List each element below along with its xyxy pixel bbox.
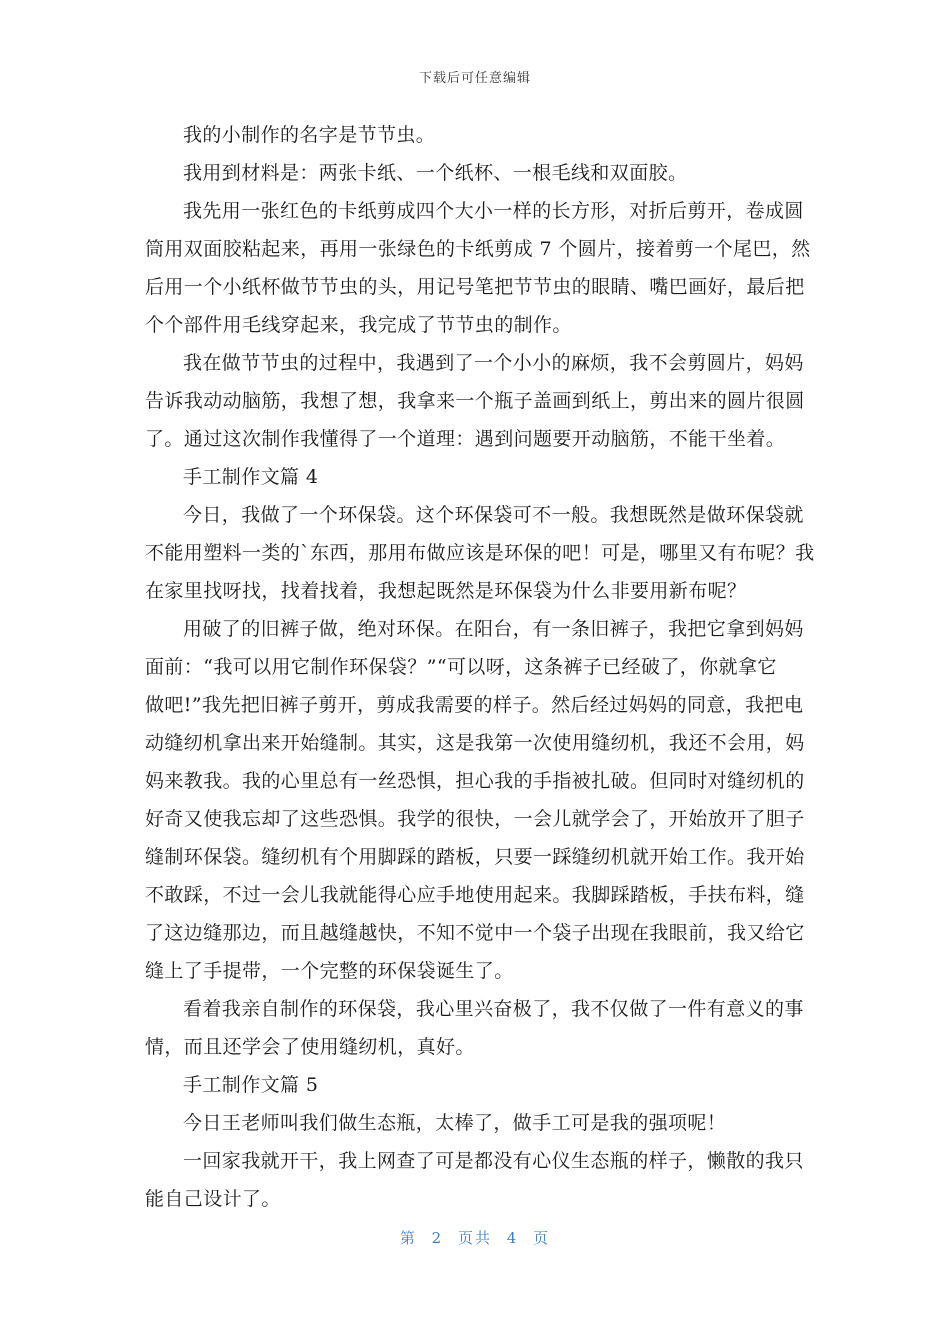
text-line: 了。通过这次制作我懂得了一个道理：遇到问题要开动脑筋，不能干坐着。 xyxy=(145,428,786,450)
text-line: 手工制作文篇 4 xyxy=(183,466,319,488)
text-line: 一回家我就开干，我上网查了可是都没有心仪生态瓶的样子，懒散的我只 xyxy=(183,1150,804,1172)
text-line: 手工制作文篇 5 xyxy=(183,1074,319,1096)
text-line: 能自己设计了。 xyxy=(145,1188,281,1210)
text-line: 做吧!”我先把旧裤子剪开，剪成我需要的样子。然后经过妈妈的同意，我把电 xyxy=(145,694,804,716)
text-line: 了这边缝那边，而且越缝越快，不知不觉中一个袋子出现在我眼前，我又给它 xyxy=(145,922,805,944)
text-line: 看着我亲自制作的环保袋，我心里兴奋极了，我不仅做了一件有意义的事 xyxy=(183,998,804,1020)
text-line: 情，而且还学会了使用缝纫机，真好。 xyxy=(145,1036,475,1058)
text-line: 动缝纫机拿出来开始缝制。其实，这是我第一次使用缝纫机，我还不会用，妈 xyxy=(145,732,805,754)
text-line: 我用到材料是：两张卡纸、一个纸杯、一根毛线和双面胶。 xyxy=(183,162,688,184)
text-line: 我的小制作的名字是节节虫。 xyxy=(183,124,436,146)
text-line: 今日，我做了一个环保袋。这个环保袋可不一般。我想既然是做环保袋就 xyxy=(183,504,804,526)
text-line: 后用一个小纸杯做节节虫的头，用记号笔把节节虫的眼睛、嘴巴画好，最后把 xyxy=(145,276,805,298)
text-line: 个个部件用毛线穿起来，我完成了节节虫的制作。 xyxy=(145,314,572,336)
text-line: 我先用一张红色的卡纸剪成四个大小一样的长方形，对折后剪开，卷成圆 xyxy=(183,200,804,222)
text-line: 面前：“我可以用它制作环保袋？”“可以呀，这条裤子已经破了，你就拿它 xyxy=(145,656,777,678)
text-line: 妈来教我。我的心里总有一丝恐惧，担心我的手指被扎破。但同时对缝纫机的 xyxy=(145,770,805,792)
text-line: 我在做节节虫的过程中，我遇到了一个小小的麻烦，我不会剪圆片，妈妈 xyxy=(183,352,804,374)
text-line: 缝制环保袋。缝纫机有个用脚踩的踏板，只要一踩缝纫机就开始工作。我开始 xyxy=(145,846,805,868)
text-line: 筒用双面胶粘起来，再用一张绿色的卡纸剪成 7 个圆片，接着剪一个尾巴，然 xyxy=(145,238,811,260)
document-body xyxy=(145,116,815,1218)
page-number-footer: 第 2 页共 4 页 xyxy=(399,1229,551,1247)
text-line: 在家里找呀找，找着找着，我想起既然是环保袋为什么非要用新布呢？ xyxy=(145,580,747,602)
text-line: 用破了的旧裤子做，绝对环保。在阳台，有一条旧裤子，我把它拿到妈妈 xyxy=(183,618,804,640)
text-line: 告诉我动动脑筋，我想了想，我拿来一个瓶子盖画到纸上，剪出来的圆片很圆 xyxy=(145,390,805,412)
text-line: 好奇又使我忘却了这些恐惧。我学的很快，一会儿就学会了，开始放开了胆子 xyxy=(145,808,805,830)
page-header-note: 下载后可任意编辑 xyxy=(418,71,531,86)
text-line: 不能用塑料一类的`东西，那用布做应该是环保的吧！可是，哪里又有布呢？我 xyxy=(145,542,815,564)
text-line: 缝上了手提带，一个完整的环保袋诞生了。 xyxy=(145,960,514,982)
text-line: 不敢踩，不过一会儿我就能得心应手地使用起来。我脚踩踏板，手扶布料，缝 xyxy=(145,884,805,906)
text-line: 今日王老师叫我们做生态瓶，太棒了，做手工可是我的强项呢！ xyxy=(183,1112,727,1134)
